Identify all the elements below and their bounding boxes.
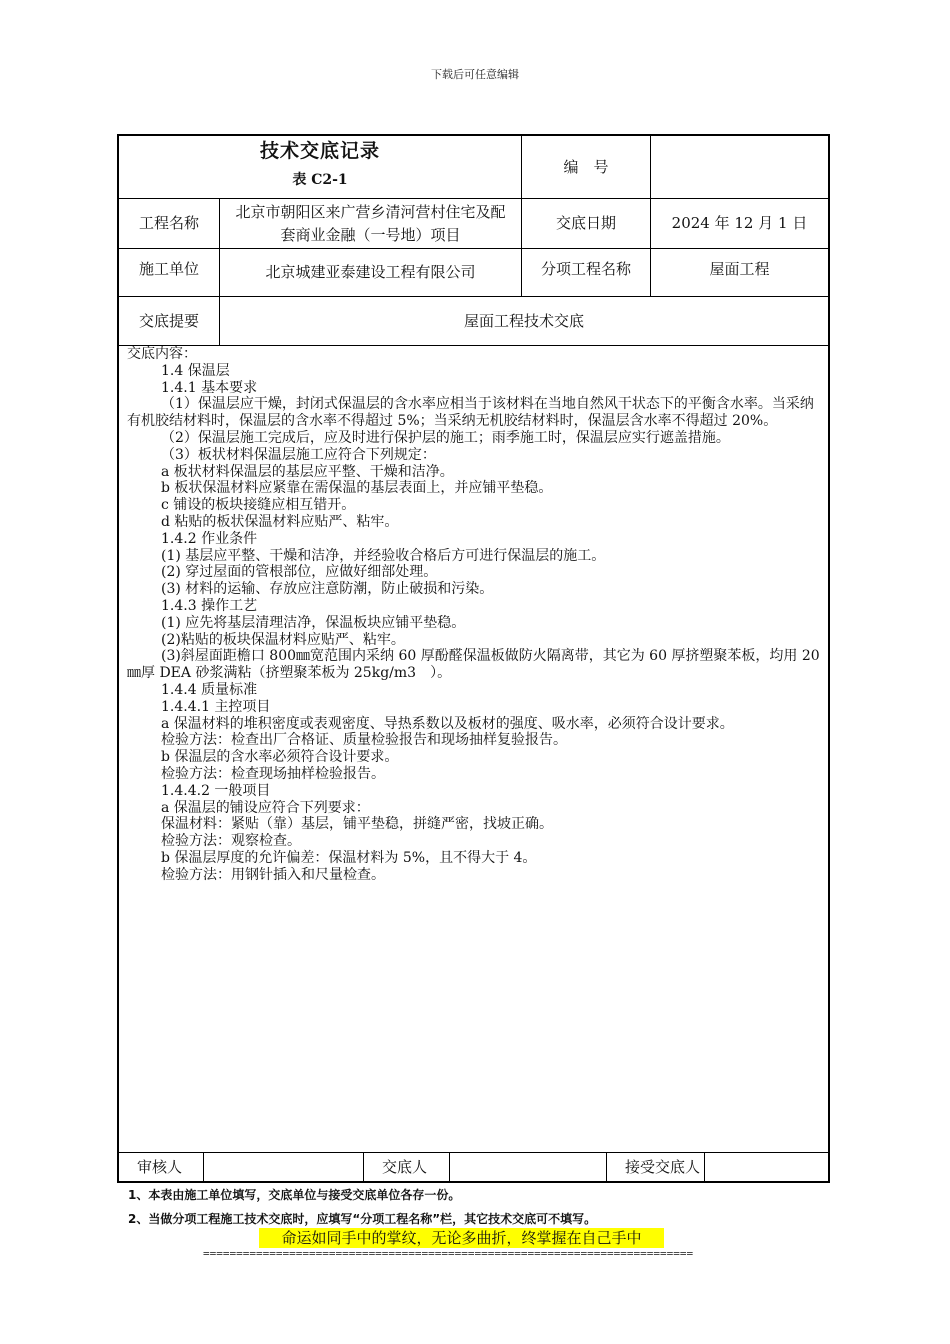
content-line: 1.4.1 基本要求 xyxy=(161,379,258,396)
footnote-2: 2、当做分项工程施工技术交底时，应填写“分项工程名称”栏，其它技术交底可不填写。 xyxy=(128,1212,597,1226)
content-line: 检验方法：检查出厂合格证、质量检验报告和现场抽样复验报告。 xyxy=(161,732,567,749)
content-line: 检验方法：检查现场抽样检验报告。 xyxy=(161,765,385,782)
project-row xyxy=(119,199,828,249)
content-line: 1.4.4.1 主控项目 xyxy=(161,698,271,715)
project-label: 工程名称 xyxy=(119,199,220,248)
content-line: d 粘贴的板状保温材料应贴严、粘牢。 xyxy=(161,513,399,530)
receiver-field[interactable] xyxy=(705,1153,828,1181)
title-cell xyxy=(119,136,522,198)
content-line: 1.4.4.2 一般项目 xyxy=(161,782,271,799)
contractor-value: 北京城建亚泰建设工程有限公司 xyxy=(220,249,522,296)
content-line: a 保温层的铺设应符合下列要求： xyxy=(161,799,370,816)
content-line: 检验方法：用钢针插入和尺量检查。 xyxy=(161,866,385,883)
motto-banner: 命运如同手中的掌纹，无论多曲折，终掌握在自己手中 xyxy=(259,1228,664,1248)
content-line: (1) 基层应平整、干燥和洁净，并经验收合格后方可进行保温层的施工。 xyxy=(161,547,606,564)
content-line: 检验方法：观察检查。 xyxy=(161,833,301,850)
content-line: (3) 材料的运输、存放应注意防潮，防止破损和污染。 xyxy=(161,581,494,598)
content-line: (2) 穿过屋面的管根部位，应做好细部处理。 xyxy=(161,564,438,581)
content-line: 1.4.3 操作工艺 xyxy=(161,597,258,614)
content-label: 交底内容： xyxy=(127,346,197,362)
summary-label: 交底提要 xyxy=(119,297,220,345)
disclosure-form-table xyxy=(117,134,830,1183)
footnote-1: 1、本表由施工单位填写，交底单位与接受交底单位各存一份。 xyxy=(128,1188,461,1202)
content-line: (1) 应先将基层清理洁净，保温板块应铺平垫稳。 xyxy=(161,614,466,631)
form-title: 技术交底记录 xyxy=(259,140,380,162)
content-line: （3）板状材料保温层施工应符合下列规定： xyxy=(161,446,436,463)
content-line: b 保温层的含水率必须符合设计要求。 xyxy=(161,749,399,766)
contractor-row xyxy=(119,249,828,297)
content-line: 保温材料：紧贴（靠）基层，铺平垫稳，拼缝严密，找坡正确。 xyxy=(161,816,553,833)
receiver-label: 接受交底人 xyxy=(607,1153,705,1181)
content-line: 1.4.2 作业条件 xyxy=(161,530,258,547)
title-row xyxy=(119,136,828,199)
subproject-label: 分项工程名称 xyxy=(522,249,651,296)
content-row xyxy=(119,346,828,1153)
date-value: 2024 年 12 月 1 日 xyxy=(671,214,808,232)
discloser-field[interactable] xyxy=(450,1153,607,1181)
content-line: c 铺设的板块接缝应相互错开。 xyxy=(161,497,356,514)
subproject-value: 屋面工程 xyxy=(709,260,770,278)
disclosure-content xyxy=(119,346,828,1152)
reviewer-field[interactable] xyxy=(204,1153,364,1181)
date-label: 交底日期 xyxy=(522,199,651,248)
project-value: 北京市朝阳区来广营乡清河营村住宅及配套商业金融（一号地）项目 xyxy=(220,199,522,248)
content-line: 1.4 保温层 xyxy=(161,362,230,379)
content-line: (2)粘贴的板块保温材料应贴严、粘牢。 xyxy=(161,631,405,648)
summary-value: 屋面工程技术交底 xyxy=(463,311,584,330)
content-line: b 板状保温材料应紧靠在需保温的基层表面上，并应铺平垫稳。 xyxy=(161,480,553,497)
content-line: b 保温层厚度的允许偏差：保温材料为 5%，且不得大于 4。 xyxy=(161,849,537,866)
content-line: （1）保温层应干燥，封闭式保温层的含水率应相当于该材料在当地自然风干状态下的平衡含水率。当采纳有机胶结材料时，保温层的含水率不得超过 5%；当采纳无机胶结材料时，保温层含水率不得超过 20%。 xyxy=(127,396,814,430)
form-subtitle: 表 C2-1 xyxy=(292,172,348,188)
number-field[interactable] xyxy=(651,136,828,198)
contractor-label: 施工单位 xyxy=(119,249,220,296)
header-note: 下载后可任意编辑 xyxy=(431,68,519,81)
content-line: a 保温材料的堆积密度或表观密度、导热系数以及板材的强度、吸水率，必须符合设计要求。 xyxy=(161,715,734,732)
content-lines xyxy=(127,363,821,884)
reviewer-label: 审核人 xyxy=(119,1153,204,1181)
content-line: (3)斜屋面距檐口 800㎜宽范围内采纳 60 厚酚醛保温板做防火隔离带，其它为 60 厚挤塑聚苯板，均用 20㎜厚 DEA 砂浆满粘（挤塑聚苯板为 25kg/m3 ）。 xyxy=(127,648,820,682)
signature-row xyxy=(119,1153,828,1181)
content-line: a 板状材料保温层的基层应平整、干燥和洁净。 xyxy=(161,463,454,480)
content-line: （2）保温层施工完成后，应及时进行保护层的施工；雨季施工时，保温层应实行遮盖措施。 xyxy=(161,429,730,446)
separator-line: ========================================================================== xyxy=(203,1247,694,1260)
discloser-label: 交底人 xyxy=(364,1153,450,1181)
content-line: 1.4.4 质量标准 xyxy=(161,681,258,698)
number-label: 编 号 xyxy=(522,136,651,198)
summary-row xyxy=(119,297,828,346)
